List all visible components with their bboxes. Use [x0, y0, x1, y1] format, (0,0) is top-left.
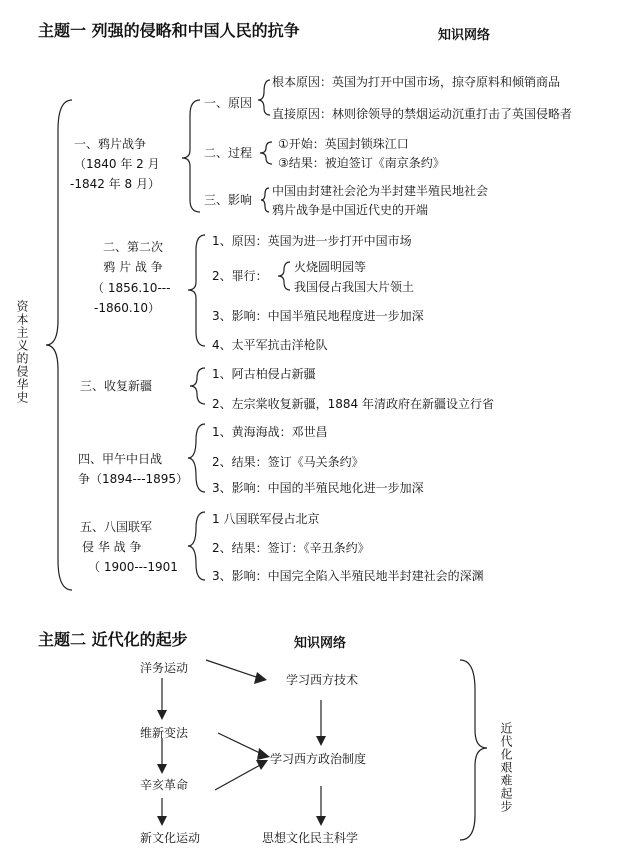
war4-item-3: 3、影响：中国的半殖民地化进一步加深 — [212, 481, 424, 495]
war2-item-1: 1、原因：英国为进一步打开中国市场 — [212, 234, 412, 248]
war1-name: 一、鸦片战争 — [74, 137, 147, 151]
war1-dates2: -1842 年 8 月） — [70, 177, 160, 191]
war4-item-1: 1、黄海海战：邓世昌 — [212, 425, 328, 439]
war5-dates: （ 1900---1901 — [88, 560, 178, 574]
war1-item-effect: 三、影响 — [204, 193, 253, 207]
brace-effect — [261, 188, 269, 212]
topic2-side-label: 近代化艰难起步 — [499, 722, 513, 813]
war1-direct-cause: 直接原因：林则徐领导的禁烟运动沉重打击了英国侵略者 — [272, 107, 573, 121]
war2-item-4: 4、太平军抗击洋枪队 — [212, 338, 328, 352]
flow-tech: 学习西方技术 — [286, 673, 359, 687]
war1-root-cause: 根本原因：英国为打开中国市场，掠夺原料和倾销商品 — [272, 75, 561, 89]
war5-name: 五、八国联军 — [80, 520, 153, 534]
war1-item-cause: 一、原因 — [204, 96, 253, 110]
war1-effect-2: 鸦片战争是中国近代史的开端 — [272, 203, 429, 217]
flow-xinhai: 辛亥革命 — [140, 778, 189, 792]
brace-cause — [258, 80, 270, 115]
war5-item-1: 1 八国联军侵占北京 — [212, 512, 320, 526]
war2-crime-1: 火烧圆明园等 — [294, 260, 367, 274]
flow-yangwu: 洋务运动 — [140, 661, 189, 675]
war1-dates: （1840 年 2 月 — [74, 157, 160, 171]
flow-politics: 学习西方政治制度 — [270, 752, 367, 766]
war5-name2: 侵 华 战 争 — [82, 540, 142, 554]
flow-xinwenhua: 新文化运动 — [140, 831, 201, 845]
war2-dates2: -1860.10） — [94, 301, 160, 315]
war2-item-2: 2、罪行： — [212, 269, 268, 283]
war4-item-2: 2、结果：签订《马关条约》 — [212, 455, 364, 469]
war2-dates: （ 1856.10--- — [92, 281, 171, 295]
brace-opium — [182, 100, 200, 212]
war3-name: 三、收复新疆 — [80, 379, 153, 393]
topic1-network-label: 知识网络 — [438, 28, 491, 43]
brace-xinjiang — [190, 368, 205, 404]
topic1-title: 主题一 列强的侵略和中国人民的抗争 — [38, 21, 300, 40]
topic2-title: 主题二 近代化的起步 — [38, 630, 188, 649]
topic2-network-label: 知识网络 — [294, 636, 347, 651]
war1-process-start: ①开始：英国封锁珠江口 — [278, 137, 409, 151]
brace-modern — [460, 660, 487, 840]
main-brace — [46, 100, 72, 590]
war3-item-1: 1、阿古柏侵占新疆 — [212, 367, 316, 381]
war1-effect-1: 中国由封建社会沦为半封建半殖民地社会 — [272, 184, 489, 198]
war4-name: 四、甲午中日战 — [78, 452, 163, 466]
topic1-side-label: 资本主义的侵华史 — [15, 300, 29, 404]
war2-item-3: 3、影响：中国半殖民地程度进一步加深 — [212, 309, 424, 323]
flow-culture: 思想文化民主科学 — [262, 831, 359, 845]
war5-item-2: 2、结果：签订：《辛丑条约》 — [212, 541, 370, 555]
brace-jiawu — [188, 424, 205, 492]
brace-process — [260, 142, 272, 164]
war1-item-process: 二、过程 — [204, 146, 253, 160]
brace-crimes — [278, 262, 290, 290]
brace-second — [188, 235, 205, 346]
flow-weixin: 维新变法 — [140, 726, 189, 740]
war2-crime-2: 我国侵占我国大片领土 — [294, 280, 415, 294]
war4-name2: 争（1894---1895） — [78, 472, 189, 486]
war5-item-3: 3、影响：中国完全陷入半殖民地半封建社会的深渊 — [212, 569, 484, 583]
war3-item-2: 2、左宗棠收复新疆，1884 年清政府在新疆设立行省 — [212, 397, 494, 411]
war2-name2: 鸦 片 战 争 — [103, 260, 163, 274]
war2-name: 二、第二次 — [102, 240, 163, 254]
brace-eight — [188, 512, 205, 580]
war1-process-result: ③结果：被迫签订《南京条约》 — [278, 156, 445, 170]
